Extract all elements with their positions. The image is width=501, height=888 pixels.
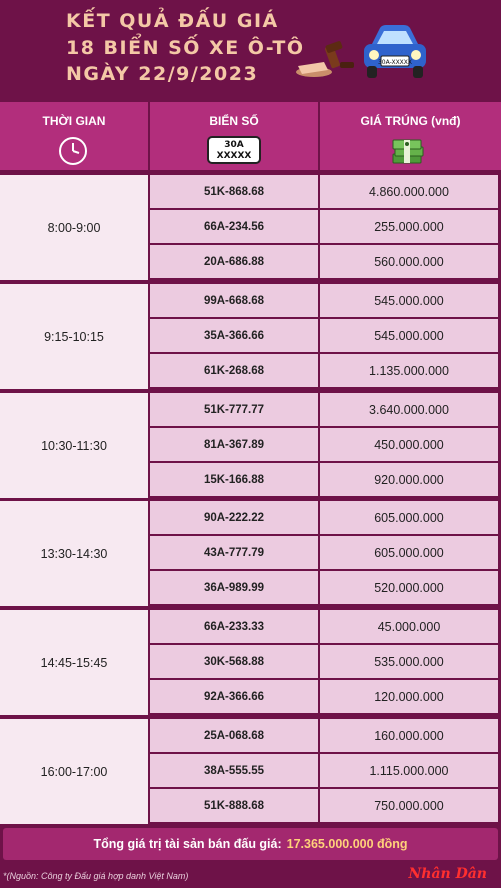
- table-row: [150, 645, 501, 678]
- time-slot-group: [0, 610, 501, 715]
- winning-price-cell: 545.000.000: [320, 284, 498, 317]
- plate-number-cell: 66A-234.56: [150, 210, 318, 243]
- winning-price-cell: 4.860.000.000: [320, 175, 498, 208]
- plate-icon-top: 30A: [224, 140, 244, 150]
- plate-number-cell: 38A-555.55: [150, 754, 318, 787]
- car-plate-text: 30A-XXXXX: [377, 59, 413, 66]
- plate-icon-bottom: XXXXX: [216, 151, 252, 161]
- plate-number-cell: 81A-367.89: [150, 428, 318, 461]
- plate-number-cell: 51K-888.68: [150, 789, 318, 822]
- price-column-header: [320, 102, 501, 170]
- plate-number-cell: 51K-868.68: [150, 175, 318, 208]
- plate-number-cell: 15K-166.88: [150, 463, 318, 496]
- plate-column-label: BIỂN SỐ: [209, 114, 259, 128]
- winning-price-cell: 120.000.000: [320, 680, 498, 713]
- table-row: [150, 428, 501, 461]
- winning-price-cell: 750.000.000: [320, 789, 498, 822]
- table-row: [150, 354, 501, 387]
- winning-price-cell: 160.000.000: [320, 719, 498, 752]
- time-slot-group: [0, 175, 501, 280]
- time-slot-cell: 16:00-17:00: [0, 719, 148, 824]
- winning-price-cell: 520.000.000: [320, 571, 498, 604]
- table-row: [150, 393, 501, 426]
- time-slot-cell: 8:00-9:00: [0, 175, 148, 280]
- time-slot-group: [0, 284, 501, 389]
- time-column-header: [0, 102, 148, 170]
- total-amount: 17.365.000.000 đồng: [286, 837, 408, 851]
- plate-number-cell: 90A-222.22: [150, 501, 318, 534]
- table-row: [150, 175, 501, 208]
- plate-number-cell: 92A-366.66: [150, 680, 318, 713]
- time-slot-group: [0, 501, 501, 606]
- plate-number-cell: 99A-668.68: [150, 284, 318, 317]
- table-row: [150, 463, 501, 496]
- money-stack-icon: [390, 134, 426, 166]
- table-row: [150, 789, 501, 822]
- price-column-label: GIÁ TRÚNG (vnđ): [360, 114, 461, 128]
- plate-number-cell: 35A-366.66: [150, 319, 318, 352]
- winning-price-cell: 1.135.000.000: [320, 354, 498, 387]
- winning-price-cell: 535.000.000: [320, 645, 498, 678]
- time-slot-cell: 14:45-15:45: [0, 610, 148, 715]
- winning-price-cell: 605.000.000: [320, 501, 498, 534]
- title-line-1: KẾT QUẢ ĐẤU GIÁ: [66, 10, 279, 32]
- car-icon: [358, 22, 432, 84]
- table-row: [150, 210, 501, 243]
- table-row: [150, 680, 501, 713]
- title-line-3: NGÀY 22/9/2023: [66, 63, 259, 85]
- table-row: [150, 284, 501, 317]
- winning-price-cell: 920.000.000: [320, 463, 498, 496]
- table-header: [0, 102, 501, 170]
- total-label: Tổng giá trị tài sản bán đấu giá:: [93, 837, 282, 851]
- time-slot-cell: 13:30-14:30: [0, 501, 148, 606]
- winning-price-cell: 560.000.000: [320, 245, 498, 278]
- plate-column-header: [150, 102, 318, 170]
- table-row: [150, 501, 501, 534]
- title-line-2: 18 BIỂN SỐ XE Ô-TÔ: [66, 37, 305, 59]
- table-row: [150, 571, 501, 604]
- plate-number-cell: 43A-777.79: [150, 536, 318, 569]
- plate-number-cell: 25A-068.68: [150, 719, 318, 752]
- winning-price-cell: 1.115.000.000: [320, 754, 498, 787]
- winning-price-cell: 605.000.000: [320, 536, 498, 569]
- winning-price-cell: 3.640.000.000: [320, 393, 498, 426]
- time-slot-group: [0, 719, 501, 824]
- time-column-label: THỜI GIAN: [42, 114, 106, 128]
- plate-number-cell: 61K-268.68: [150, 354, 318, 387]
- time-slot-group: [0, 393, 501, 498]
- header: [0, 0, 501, 100]
- table-row: [150, 245, 501, 278]
- total-bar: [3, 828, 498, 860]
- table-row: [150, 719, 501, 752]
- table-row: [150, 754, 501, 787]
- time-slot-cell: 10:30-11:30: [0, 393, 148, 498]
- table-row: [150, 319, 501, 352]
- time-slot-cell: 9:15-10:15: [0, 284, 148, 389]
- table-row: [150, 536, 501, 569]
- winning-price-cell: 545.000.000: [320, 319, 498, 352]
- clock-icon: [58, 136, 88, 166]
- winning-price-cell: 255.000.000: [320, 210, 498, 243]
- winning-price-cell: 45.000.000: [320, 610, 498, 643]
- source-note: *(Nguồn: Công ty Đấu giá hợp danh Việt Nam): [3, 871, 189, 881]
- divider: [0, 170, 501, 174]
- plate-number-cell: 36A-989.99: [150, 571, 318, 604]
- plate-number-cell: 66A-233.33: [150, 610, 318, 643]
- auction-gavel-icon: [294, 40, 356, 80]
- plate-number-cell: 20A-686.88: [150, 245, 318, 278]
- plate-number-cell: 30K-568.88: [150, 645, 318, 678]
- winning-price-cell: 450.000.000: [320, 428, 498, 461]
- table-row: [150, 610, 501, 643]
- brand-logo: Nhân Dân: [408, 866, 487, 882]
- license-plate-icon: [207, 136, 261, 164]
- plate-number-cell: 51K-777.77: [150, 393, 318, 426]
